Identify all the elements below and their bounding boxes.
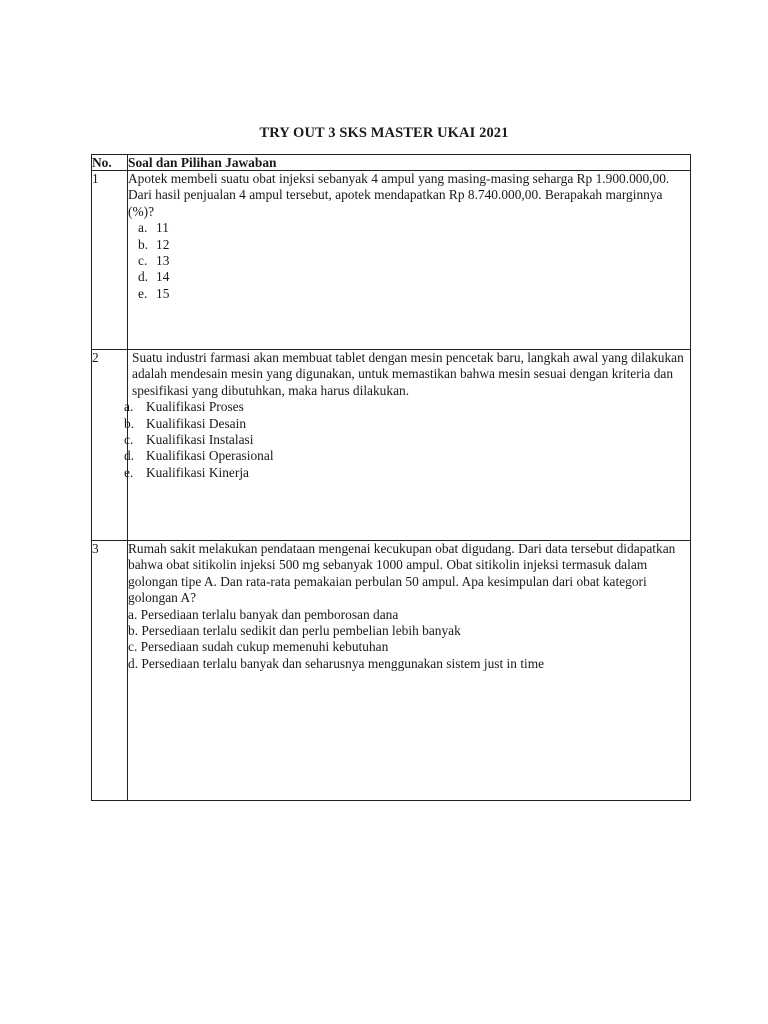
option-item [138,237,690,253]
table-header-row [92,155,691,171]
option-item [138,269,690,285]
question-cell [128,541,691,801]
option-text: 15 [156,285,170,301]
option-list [128,607,690,673]
question-text: Apotek membeli suatu obat injeksi sebanyak 4 ampul yang masing-masing seharga Rp 1.900.000,00. Dari hasil penjualan 4 ampul tersebut, apotek mendapatkan Rp 8.740.000,00. Berapakah marginnya (%)? [128,171,670,219]
option-item [124,465,690,481]
question-text: Rumah sakit melakukan pendataan mengenai kecukupan obat digudang. Dari data tersebut didapatkan bahwa obat sitikolin injeksi 500 mg sebanyak 1000 ampul. Obat sitikolin injeksi termasuk dalam golongan tipe A. Dan rata-rata pemakaian perbulan 50 ampul. Apa kesimpulan dari obat kategori golongan A? [128,541,676,606]
option-item [138,220,690,236]
option-item [124,399,690,415]
option-list [128,220,690,302]
question-cell [124,350,691,541]
option-text: Kualifikasi Instalasi [146,432,254,448]
table-row [92,350,691,541]
option-label: b. [138,236,149,252]
question-table [91,154,691,801]
option-label: d. [124,448,135,464]
option-text: 13 [156,253,170,269]
table-row [92,541,691,801]
option-label: c. [124,432,134,448]
question-number: 3 [92,541,128,801]
option-label: e. [124,464,134,480]
option-label: b. [124,415,135,431]
option-label: a. [138,220,148,236]
option-label: a. [124,399,134,415]
question-number: 1 [92,171,128,350]
option-text: Kualifikasi Proses [146,399,244,415]
option-text: Kualifikasi Operasional [146,448,274,464]
option-item [124,448,690,464]
header-question: Soal dan Pilihan Jawaban [128,155,691,171]
option-text: 14 [156,269,170,285]
option-list [124,399,690,481]
question-text: Suatu industri farmasi akan membuat tablet dengan mesin pencetak baru, langkah awal yang dilakukan adalah mendesain mesin yang digunakan, untuk memastikan bahwa mesin sesuai dengan kriteria dan spesifikasi yang dibutuhkan, maka harus dilakukan. [132,350,684,398]
option-item: b. Persediaan terlalu sedikit dan perlu pembelian lebih banyak [128,623,461,639]
document-title: TRY OUT 3 SKS MASTER UKAI 2021 [259,125,509,141]
header-no: No. [92,155,128,171]
option-text: 11 [156,220,169,236]
option-item [138,253,690,269]
option-item [124,416,690,432]
option-item [138,286,690,302]
option-text: Kualifikasi Kinerja [146,464,249,480]
table-row [92,171,691,350]
option-item: d. Persediaan terlalu banyak dan seharusnya menggunakan sistem just in time [128,655,545,671]
option-item [124,432,690,448]
option-label: e. [138,285,148,301]
option-item: c. Persediaan sudah cukup memenuhi kebutuhan [128,639,389,655]
option-text: 12 [156,236,170,252]
option-label: c. [138,253,148,269]
option-item: a. Persediaan terlalu banyak dan pemborosan dana [128,606,399,622]
question-cell [128,171,691,350]
option-label: d. [138,269,149,285]
option-text: Kualifikasi Desain [146,415,247,431]
question-number: 2 [92,350,128,541]
